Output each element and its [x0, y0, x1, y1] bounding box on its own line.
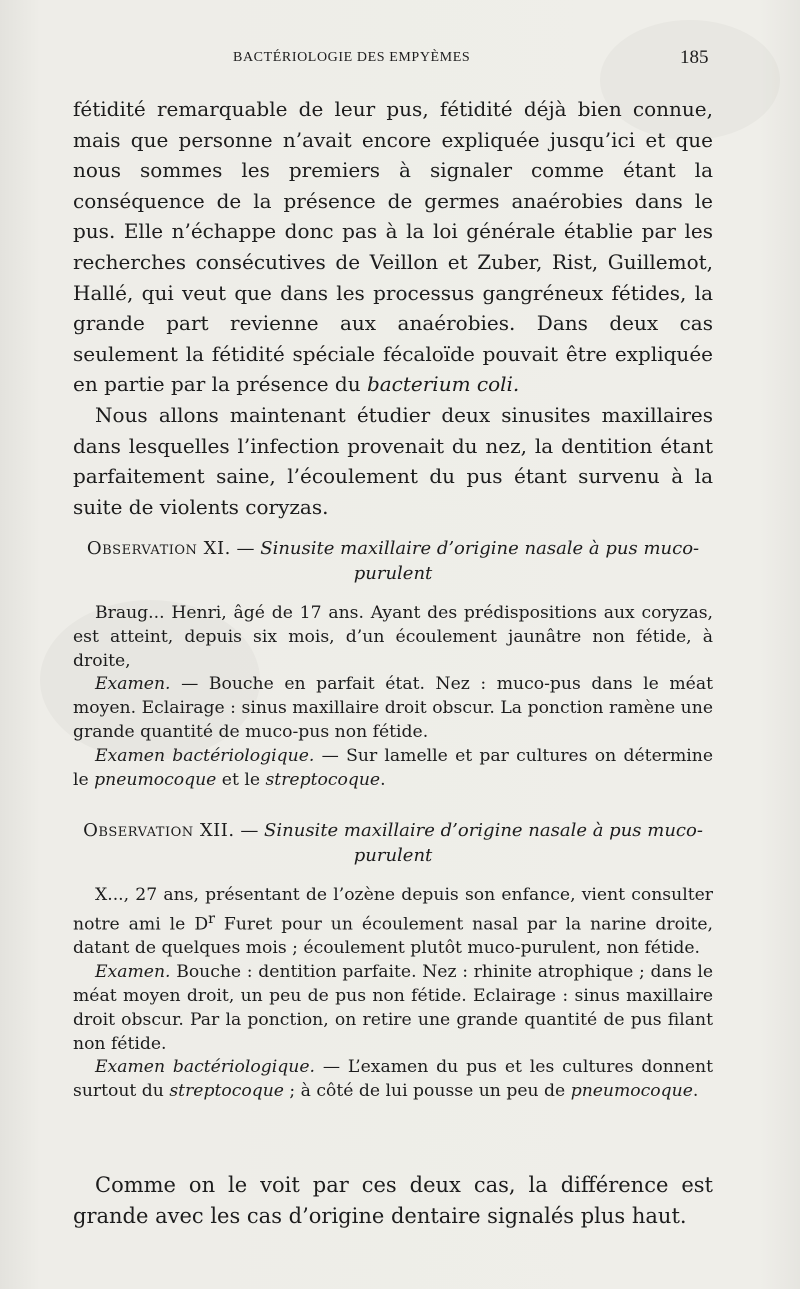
running-title: BACTÉRIOLOGIE DES EMPYÈMES — [233, 50, 471, 65]
page-header — [0, 47, 800, 74]
italic-term: bacterium coli. — [366, 372, 520, 397]
observation-label: Observation XI. — [86, 538, 231, 559]
observation-label: Observation XII. — [83, 820, 235, 841]
paragraph: fétidité remarquable de leur pus, fétidité déjà bien connue, mais que personne n’avait encore expliquée jusqu’ici et que nous sommes les premiers à signaler comme étant la conséquence de la présence de germes anaérobies dans le pus. Elle n’échappe donc pas à la loi générale établie par les recherches consécutives de Veillon et Zuber, Rist, Guillemot, Hallé, qui veut que dans les processus gangréneux fétides, la grande part revienne aux anaérobies. Dans deux cas seulement la fétidité spéciale fécaloïde pouvait être expliquée en partie par la présence du bacterium coli. — [73, 97, 713, 397]
paragraph: Examen. — Bouche en parfait état. Nez : muco-pus dans le méat moyen. Eclairage : sinus maxillaire droit obscur. La ponction ramène une grande quantité de muco-pus non fétide. — [73, 674, 713, 742]
observation-heading: Observation XII. — Sinusite maxillaire d’origine nasale à pus muco-purulent — [83, 820, 703, 866]
observation-12 — [73, 818, 713, 1104]
paragraph: Examen bactériologique. — L’examen du pus et les cultures donnent surtout du streptocoque ; à côté de lui pousse un peu de pneumocoque. — [73, 1057, 714, 1102]
paragraph: X..., 27 ans, présentant de l’ozène depuis son enfance, vient consulter notre ami le $D^r$ Furet pour un écoulement nasal par la narine droite, datant de quelques mois ; écoulement plutôt muco-purulent, non fétide. — [73, 885, 714, 959]
paragraph: Comme on le voit par ces deux cas, la différence est grande avec les cas d’origine dentaire signalés plus haut. — [73, 1173, 713, 1228]
observation-heading: Observation XI. — Sinusite maxillaire d’origine nasale à pus muco-purulent — [86, 538, 700, 584]
observation-title: Sinusite maxillaire d’origine nasale à pus muco-purulent — [260, 538, 700, 584]
main-text — [73, 94, 713, 522]
conclusion — [73, 1170, 713, 1232]
paragraph: Examen bactériologique. — Sur lamelle et par cultures on détermine le pneumocoque et le streptocoque. — [73, 745, 713, 790]
observation-11 — [73, 536, 713, 792]
paragraph: Braug... Henri, âgé de 17 ans. Ayant des prédispositions aux coryzas, est atteint, depuis six mois, d’un écoulement jaunâtre non fétide, à droite, — [73, 603, 713, 671]
page-number: 185 — [680, 47, 709, 68]
paragraph: Nous allons maintenant étudier deux sinusites maxillaires dans lesquelles l’infection provenait du nez, la dentition étant parfaitement saine, l’écoulement du pus étant survenu à la suite de violents coryzas. — [73, 402, 713, 519]
paragraph: Examen. Bouche : dentition parfaite. Nez : rhinite atrophique ; dans le méat moyen droit, un peu de pus non fétide. Eclairage : sinus maxillaire droit obscur. Par la ponction, on retire une grande quantité de pus filant non fétide. — [73, 962, 713, 1054]
observation-title: Sinusite maxillaire d’origine nasale à pus muco-purulent — [264, 820, 703, 866]
